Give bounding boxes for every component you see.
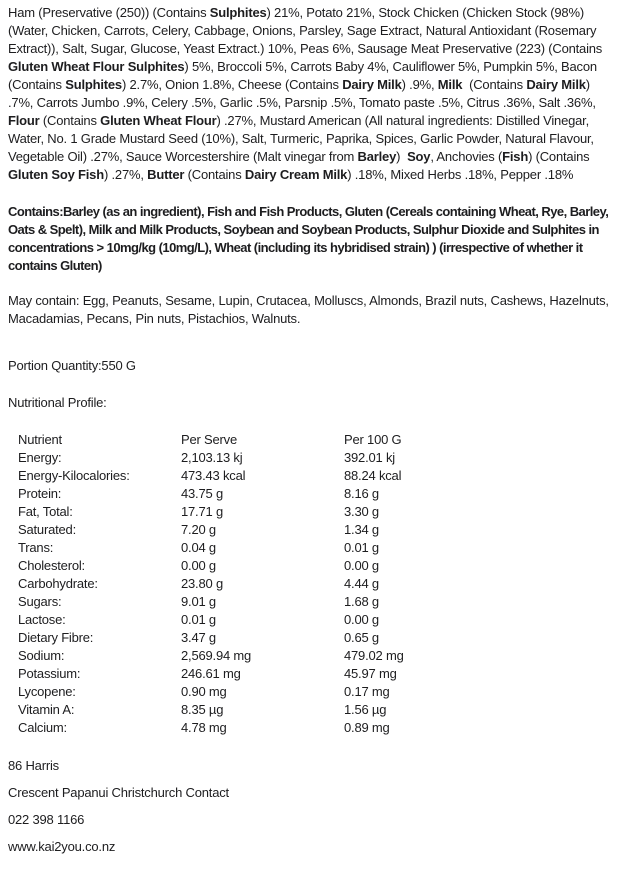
bold-text-segment: Fish bbox=[502, 149, 529, 164]
table-row bbox=[18, 719, 615, 737]
per-100g-cell: 1.34 g bbox=[344, 522, 379, 537]
nutrient-name-cell: Energy-Kilocalories: bbox=[18, 468, 130, 483]
per-serve-cell: 473.43 kcal bbox=[181, 468, 246, 483]
nutritional-profile-heading: Nutritional Profile: bbox=[8, 395, 107, 410]
table-row bbox=[18, 683, 615, 701]
bold-text-segment: Soy bbox=[407, 149, 431, 164]
text-segment: , Anchovies ( bbox=[430, 149, 503, 164]
table-row bbox=[18, 593, 615, 611]
may-contain-paragraph: May contain: Egg, Peanuts, Sesame, Lupin, Crutacea, Molluscs, Almonds, Brazil nuts, Cashews, Hazelnuts, Macadamias, Pecans, Pin nuts, Pistachios, Walnuts. bbox=[8, 293, 609, 326]
text-segment: (Contains bbox=[39, 113, 101, 128]
nutrient-name-cell: Calcium: bbox=[18, 720, 67, 735]
nutrition-table-header-nutrient: Nutrient bbox=[18, 432, 62, 447]
bold-text-segment: Gluten Wheat Flour Sulphites bbox=[8, 59, 185, 74]
nutrient-name-cell: Protein: bbox=[18, 486, 62, 501]
per-serve-cell: 246.61 mg bbox=[181, 666, 241, 681]
bold-text-segment: Milk bbox=[437, 77, 463, 92]
table-row bbox=[18, 701, 615, 719]
bold-text-segment: Dairy Milk bbox=[526, 77, 586, 92]
nutrient-name-cell: Lactose: bbox=[18, 612, 66, 627]
bold-text-segment: Dairy Milk bbox=[342, 77, 402, 92]
table-row bbox=[18, 449, 615, 467]
table-row bbox=[18, 611, 615, 629]
text-segment: ) 2.7%, Onion 1.8%, Cheese (Contains bbox=[121, 77, 343, 92]
per-100g-cell: 0.65 g bbox=[344, 630, 379, 645]
table-row bbox=[18, 503, 615, 521]
table-row bbox=[18, 629, 615, 647]
nutrient-name-cell: Vitamin A: bbox=[18, 702, 75, 717]
address-line-1: 86 Harris bbox=[8, 758, 59, 773]
bold-text-segment: Barley bbox=[357, 149, 397, 164]
ingredients-paragraph bbox=[8, 4, 615, 184]
text-segment: Ham (Preservative (250)) (Contains bbox=[8, 5, 210, 20]
per-100g-cell: 0.00 g bbox=[344, 612, 379, 627]
nutrition-table-header-row bbox=[18, 431, 615, 449]
per-serve-cell: 17.71 g bbox=[181, 504, 223, 519]
table-row bbox=[18, 521, 615, 539]
per-100g-cell: 4.44 g bbox=[344, 576, 379, 591]
per-100g-cell: 88.24 kcal bbox=[344, 468, 402, 483]
contact-footer bbox=[8, 757, 615, 856]
per-serve-cell: 2,103.13 kj bbox=[181, 450, 243, 465]
allergen-contains-paragraph: Contains:Barley (as an ingredient), Fish and Fish Products, Gluten (Cereals containing Wheat, Rye, Barley, Oats & Spelt), Milk and Milk Products, Soybean and Soybean Products, Sulphur Dioxide and Sulphites in concentrations > 10mg/kg (10mg/L), Wheat (including its hybridised strain) ) (irrespective of whether it contains Gluten) bbox=[8, 204, 612, 273]
portion-quantity: Portion Quantity:550 G bbox=[8, 358, 136, 373]
bold-text-segment: Dairy Cream Milk bbox=[244, 167, 348, 182]
nutrient-name-cell: Carbohydrate: bbox=[18, 576, 98, 591]
per-serve-cell: 8.35 µg bbox=[181, 702, 224, 717]
text-segment: ) .7%, Carrots Jumbo .9%, Celery .5%, Garlic .5%, Parsnip .5%, Tomato paste .5%, Citrus .36%, Salt .36%, bbox=[8, 77, 600, 110]
per-serve-cell: 2,569.94 mg bbox=[181, 648, 252, 663]
per-100g-cell: 0.01 g bbox=[344, 540, 379, 555]
nutrient-name-cell: Dietary Fibre: bbox=[18, 630, 94, 645]
nutrient-name-cell: Fat, Total: bbox=[18, 504, 73, 519]
text-segment: ) .27%, bbox=[103, 167, 148, 182]
nutrition-table-header-per-100g: Per 100 G bbox=[344, 432, 402, 447]
per-serve-cell: 7.20 g bbox=[181, 522, 216, 537]
per-100g-cell: 0.00 g bbox=[344, 558, 379, 573]
website-url: www.kai2you.co.nz bbox=[8, 839, 116, 854]
per-100g-cell: 3.30 g bbox=[344, 504, 379, 519]
table-row bbox=[18, 467, 615, 485]
table-row bbox=[18, 539, 615, 557]
nutrient-name-cell: Sugars: bbox=[18, 594, 62, 609]
text-segment: ) 5%, Broccoli 5%, Carrots Baby 4%, Cauliflower 5%, Pumpkin 5%, Bacon (Contains bbox=[8, 59, 601, 92]
table-row bbox=[18, 647, 615, 665]
per-100g-cell: 479.02 mg bbox=[344, 648, 404, 663]
per-100g-cell: 0.89 mg bbox=[344, 720, 390, 735]
nutrition-table-body bbox=[18, 449, 615, 737]
text-segment: ) (Contains bbox=[528, 149, 593, 164]
per-serve-cell: 0.01 g bbox=[181, 612, 216, 627]
per-serve-cell: 4.78 mg bbox=[181, 720, 227, 735]
per-100g-cell: 45.97 mg bbox=[344, 666, 397, 681]
table-row bbox=[18, 665, 615, 683]
per-serve-cell: 3.47 g bbox=[181, 630, 216, 645]
nutrient-name-cell: Cholesterol: bbox=[18, 558, 85, 573]
table-row bbox=[18, 485, 615, 503]
per-100g-cell: 392.01 kj bbox=[344, 450, 395, 465]
address-line-2: Crescent Papanui Christchurch Contact bbox=[8, 785, 229, 800]
bold-text-segment: Butter bbox=[147, 167, 185, 182]
text-segment: (Contains bbox=[184, 167, 245, 182]
bold-text-segment: Gluten Wheat Flour bbox=[100, 113, 217, 128]
per-serve-cell: 0.04 g bbox=[181, 540, 216, 555]
per-100g-cell: 8.16 g bbox=[344, 486, 379, 501]
nutrient-name-cell: Saturated: bbox=[18, 522, 76, 537]
table-row bbox=[18, 557, 615, 575]
per-serve-cell: 9.01 g bbox=[181, 594, 216, 609]
nutrient-name-cell: Sodium: bbox=[18, 648, 65, 663]
per-100g-cell: 0.17 mg bbox=[344, 684, 390, 699]
text-segment: ) .27%, Mustard American (All natural ingredients: Distilled Vinegar, Water, No. 1 Grade Mustard Seed (10%), Salt, Turmeric, Paprika, Spices, Garlic Powder, Natural Flavour, Vegetable Oil) .27%, Sauce Worcestershire (Malt vinegar from bbox=[8, 113, 598, 164]
nutrient-name-cell: Trans: bbox=[18, 540, 54, 555]
bold-text-segment: Gluten Soy Fish bbox=[8, 167, 104, 182]
per-serve-cell: 0.90 mg bbox=[181, 684, 227, 699]
table-row bbox=[18, 575, 615, 593]
nutrient-name-cell: Potassium: bbox=[18, 666, 81, 681]
text-segment: (Contains bbox=[462, 77, 527, 92]
nutrient-name-cell: Lycopene: bbox=[18, 684, 76, 699]
per-serve-cell: 23.80 g bbox=[181, 576, 223, 591]
per-serve-cell: 0.00 g bbox=[181, 558, 216, 573]
per-serve-cell: 43.75 g bbox=[181, 486, 223, 501]
nutrition-table-header-per-serve: Per Serve bbox=[181, 432, 238, 447]
per-100g-cell: 1.56 µg bbox=[344, 702, 387, 717]
bold-text-segment: Flour bbox=[8, 113, 40, 128]
bold-text-segment: Sulphites bbox=[65, 77, 122, 92]
bold-text-segment: Sulphites bbox=[209, 5, 267, 20]
text-segment: ) .18%, Mixed Herbs .18%, Pepper .18% bbox=[347, 167, 574, 182]
text-segment: ) 21%, Potato 21%, Stock Chicken (Chicken Stock (98%) (Water, Chicken, Carrots, Celery, Cabbage, Onions, Parsley, Sage Extract, Natural Antioxidant (Rosemary Extract)), Salt, Sugar, Glucose, Yeast Extract.) 10%, Peas 6%, Sausage Meat Preservative (223) (Contains bbox=[8, 5, 606, 56]
per-100g-cell: 1.68 g bbox=[344, 594, 379, 609]
nutrition-table bbox=[8, 431, 615, 737]
nutrient-name-cell: Energy: bbox=[18, 450, 62, 465]
text-segment: ) bbox=[396, 149, 408, 164]
phone-number: 022 398 1166 bbox=[8, 812, 85, 827]
text-segment: ) .9%, bbox=[401, 77, 438, 92]
